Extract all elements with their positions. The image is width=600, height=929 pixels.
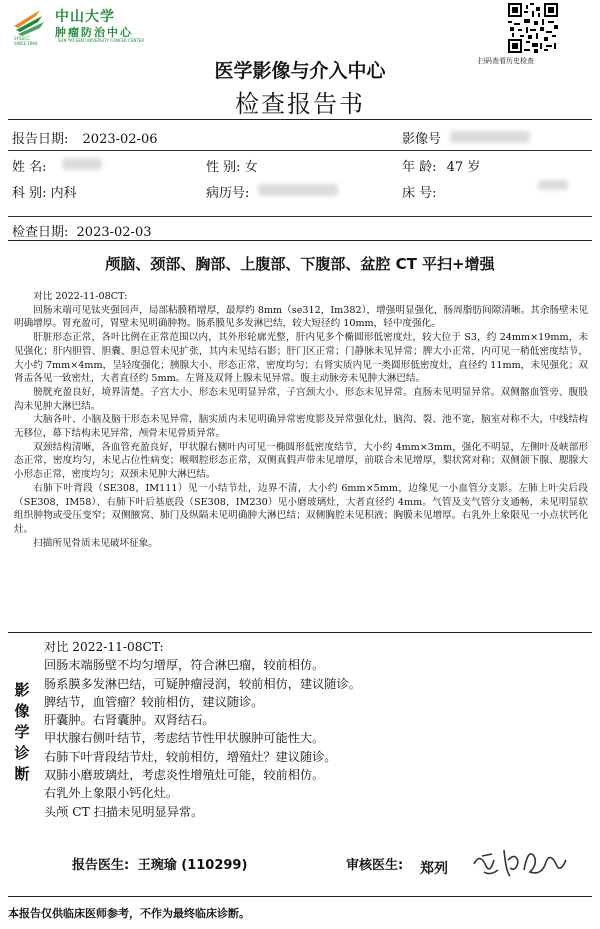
redacted-image-no [450,131,530,143]
findings-paragraph: 双颈结构清晰，各血管充盈良好，甲状腺右侧叶内可见一椭圆形低密度结节，大小约 4mm×3mm，强化不明显，左侧叶及峡部形态正常，密度均匀，未见占位性病变；喉咽腔形态正常，双侧真假声带未见增厚，前联合未见增厚，梨状窝对称；双侧颌下腺、腮腺大小形态正常，密度均匀；双颈未见肿大淋巴结。 [14,441,588,481]
diagnosis-line: 对比 2022-11-08CT: [44,640,164,654]
record-no-label: 病历号: [206,186,250,201]
reviewer-label: 审核医生: [346,858,404,873]
diagnosis-line: 肝囊肿。右肾囊肿。双肾结石。 [44,713,215,728]
hospital-logo-icon [10,6,48,38]
qr-code-icon[interactable] [508,3,558,53]
sex-label: 性 别: [206,160,241,175]
age-field [402,156,480,175]
redacted-record-no [258,184,338,196]
exam-date-label: 检查日期: [12,225,69,240]
diagnosis-line: 右乳外上象限小钙化灶。 [44,786,179,801]
sex-value: 女 [244,160,258,175]
findings-section [14,290,588,550]
reviewer-name: 郑列 [420,861,448,877]
age-label: 年 龄: [402,160,437,175]
diagnosis-line: 右肺下叶背段结节灶，较前相仿，增殖灶？建议随诊。 [44,749,337,764]
report-doctor-label: 报告医生: [72,858,130,873]
divider [8,896,592,897]
handwritten-signature-icon [470,842,570,882]
logo-university-name: 中山大学 [55,9,115,25]
diagnosis-line: 头颅 CT 扫描未见明显异常。 [44,804,204,819]
redacted-bed-no [538,180,568,190]
findings-paragraph: 扫描所见骨质未见破坏征象。 [33,537,158,549]
image-no-label: 影像号 [402,132,442,147]
exam-date-value: 2023-02-03 [76,225,152,240]
dept-value: 内科 [50,186,77,201]
age-value: 47 岁 [446,160,481,175]
exam-date-field [12,221,151,240]
dept-label: 科 别: [12,186,47,201]
diagnosis-line: 脾结节，血管瘤？较前相仿，建议随诊。 [44,694,264,709]
report-doctor [72,854,247,873]
footer-disclaimer: 本报告仅供临床医师参考，不作为最终临床诊断。 [8,907,250,920]
findings-paragraph: 右肺下叶背段（SE308，IM111）见一小结节灶，边界不清，大小约 6mm×5mm，边缘见一小血管分支影。左肺上叶尖后段（SE308，IM58）、右肺下叶后基底段（SE308，IM230）见小磨玻璃灶，大者直径约 4mm。气管及支气管分支通畅，未见明显软组织肿物或受压变窄；双侧腋窝、肺门及纵隔未见明确肿大淋巴结；双侧胸腔未见积液；胸膜未见增厚。右乳外上象限见一小点状钙化灶。 [14,482,588,535]
findings-paragraph: 对比 2022-11-08CT: [33,291,128,302]
divider [8,216,592,217]
divider [8,119,592,120]
diagnosis-line: 甲状腺右侧叶结节，考虑结节性甲状腺肿可能性大。 [44,731,325,746]
findings-paragraph: 肝脏形态正常，各叶比例在正常范围以内，其外形轮廓光整，肝内见多个椭圆形低密度灶，较大位于 S3，约 24mm×19mm，未见强化；肝内胆管、胆囊、胆总管未见扩张，其内未见结石影；肝门区正常；门静脉未见异常；脾大小正常，内可见一稍低密度结节，大小约 7mm×4mm，呈轻度强化；胰腺大小、形态正常，密度均匀；右肾实质内见一类圆形低密度灶，直径约 11mm，未见强化；双肾盂各见一致密灶，大者直径约 5mm。左肾及双肾上腺未见异常。腹主动脉旁未见肿大淋巴结。 [14,332,588,385]
divider [8,632,592,633]
report-date-field [12,128,157,147]
exam-title: 颅脑、颈部、胸部、上腹部、下腹部、盆腔 CT 平扫+增强 [105,255,495,273]
diagnosis-line: 肠系膜多发淋巴结，可疑肿瘤浸润，较前相仿，建议随诊。 [44,676,361,691]
diagnosis-section [44,638,584,821]
name-label: 姓 名: [12,160,47,175]
findings-paragraph: 膀胱充盈良好，境界清楚。子宫大小、形态未见明显异常，子宫颈大小、形态未见异常。直肠未见明显异常。双侧髂血管旁、腹股沟未见肿大淋巴结。 [14,386,588,412]
diagnosis-line: 回肠末端肠壁不均匀增厚，符合淋巴瘤，较前相仿。 [44,658,325,673]
logo-english-name: SUN YAT-SEN UNIVERSITY CANCER CENTER [58,38,145,43]
report-doctor-value: 王琬瑜 (110299) [137,858,248,873]
department-title: 医学影像与介入中心 [214,60,386,82]
report-date-value: 2023-02-06 [82,132,158,147]
divider [8,150,592,151]
sex-field [206,156,258,175]
divider [8,240,592,241]
report-date-label: 报告日期: [12,132,69,147]
redacted-name [62,158,102,170]
diagnosis-label: 影 像 学 诊 断 [14,681,30,783]
report-title: 检查报告书 [235,90,365,118]
logo-mark-text: SYSUCC SINCE 1964 [14,36,38,46]
qr-caption: 扫码查看历史检查 [478,57,534,65]
logo-center-name: 肿瘤防治中心 [55,26,133,39]
findings-paragraph: 大脑各叶、小脑及脑干形态未见异常，脑实质内未见明确异常密度影及异常强化灶，脑沟、裂、池不宽，脑室对称不大，中线结构无移位，幕下结构未见异常，颅骨未见骨质异常。 [14,414,588,440]
dept-field [12,182,77,201]
findings-paragraph: 回肠末端可见钛夹强回声，局部粘膜稍增厚，最厚约 8mm（se312，Im382），增强明显强化，肠周脂肪间隙清晰。其余肠壁未见明确增厚。胃充盈可，胃壁未见明确肿物。肠系膜见多发淋巴结，较大短径约 10mm，轻中度强化。 [14,304,588,330]
diagnosis-line: 双肺小磨玻璃灶，考虑炎性增殖灶可能，较前相仿。 [44,768,325,783]
bed-no-label: 床 号: [402,186,437,201]
